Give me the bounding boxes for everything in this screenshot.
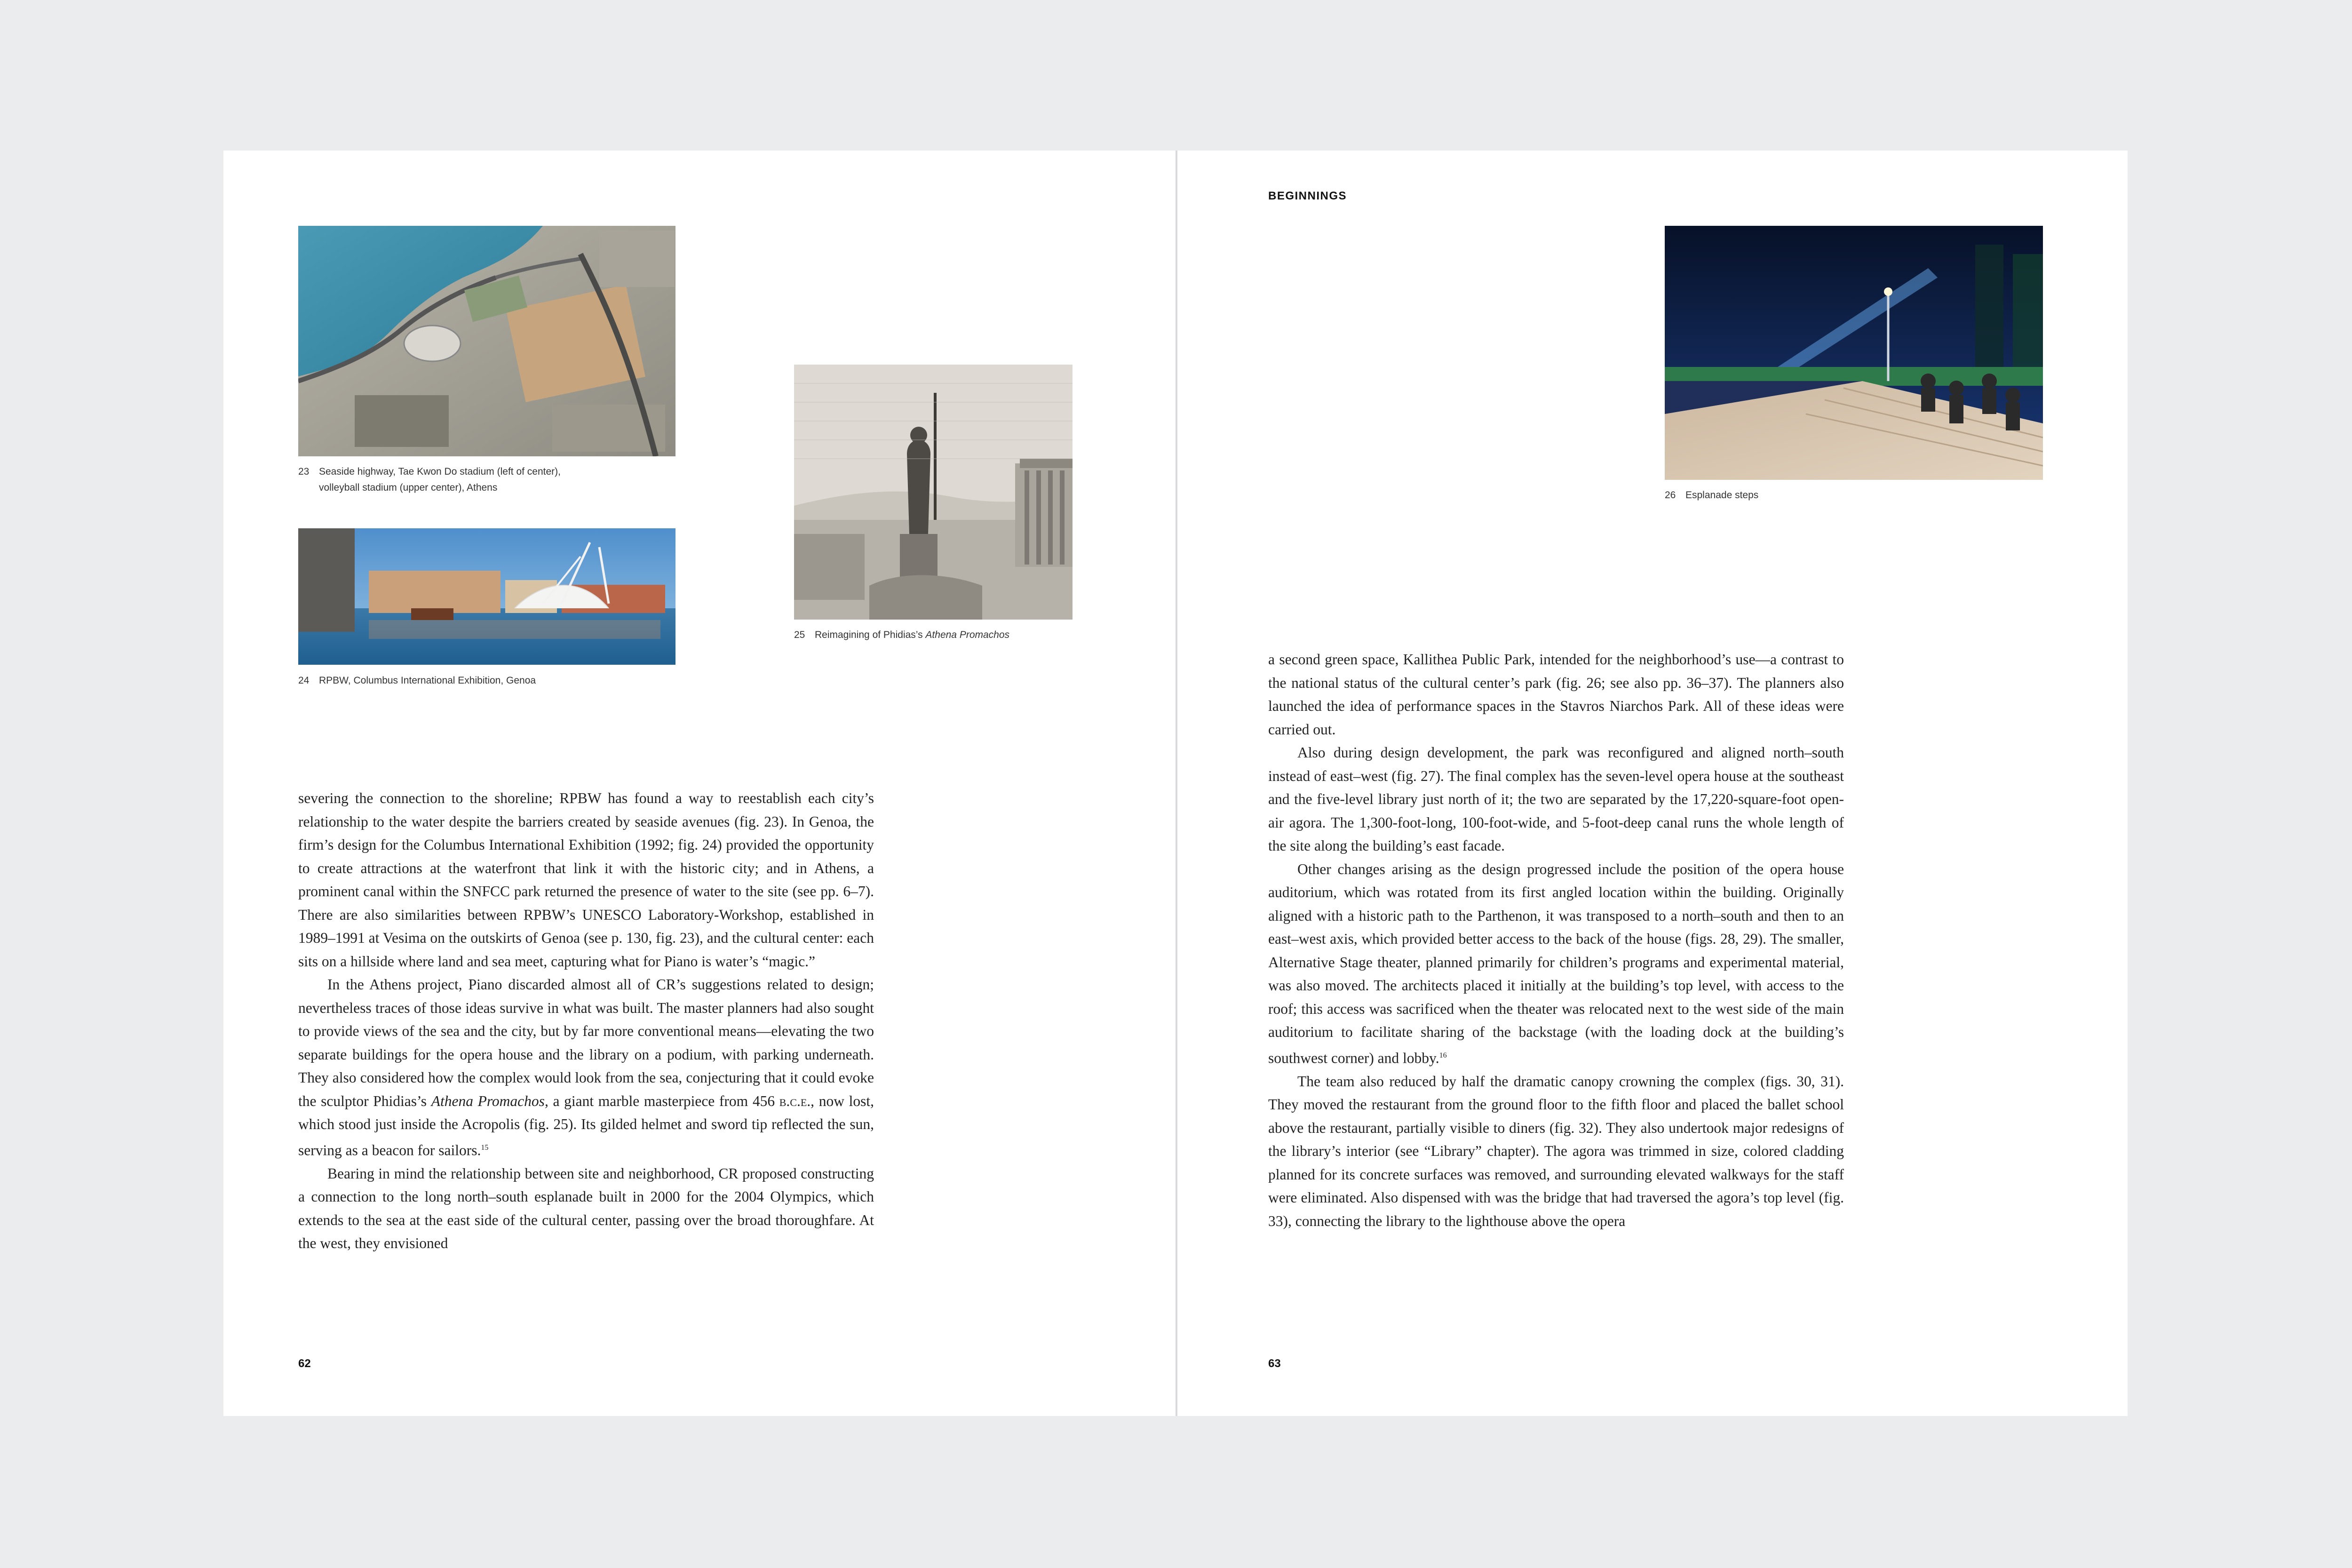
figure-25-caption <box>794 627 1123 644</box>
running-head: BEGINNINGS <box>1268 190 1347 202</box>
figure-25-engraving <box>794 365 1073 620</box>
figure-number: 26 <box>1665 490 1676 501</box>
caption-text: Reimagining of Phidias’s Athena Promachos <box>815 629 1010 640</box>
paragraph: Also during design development, the park was reconfigured and aligned north–south instead of east–west (fig. 27). The final complex has the seven-level opera house at the southeast and the five-level library just north of it; the two are separated by the 17,220-square-foot open-air agora. The 1,300-foot-long, 100-foot-wide, and 5-foot-deep canal runs the whole length of the site along the building’s east facade. <box>1268 744 1844 854</box>
paragraph: a second green space, Kallithea Public Park, intended for the neighborhood’s use—a contrast to the national status of the cultural center’s park (fig. 26; see also pp. 36–37). The planners also launched the idea of performance spaces in the Stavros Niarchos Park. All of these ideas were carried out. <box>1268 651 1844 738</box>
paragraph: severing the connection to the shoreline; RPBW has found a way to reestablish each city’s relationship to the water despite the barriers created by seaside avenues (fig. 23). In Genoa, the firm’s design for the Columbus International Exhibition (1992; fig. 24) provided the opportunity to create attractions at the waterfront that link it with the historic city; and in Athens, a prominent canal within the SNFCC park returned the presence of water to the site (see pp. 6–7). There are also similarities between RPBW’s UNESCO Laboratory-Workshop, established in 1989–1991 at Vesima on the outskirts of Genoa (see p. 130, fig. 23), and the cultural center: each sits on a hillside where land and sea meet, capturing what for Piano is water’s “magic.” <box>298 790 874 970</box>
page-number: 62 <box>298 1357 311 1370</box>
left-page <box>223 151 1176 1416</box>
page-number: 63 <box>1268 1357 1281 1370</box>
genoa-harbor-image <box>298 528 675 665</box>
figure-number: 24 <box>298 675 310 686</box>
right-body-text <box>1268 648 1844 1233</box>
left-body-text <box>298 787 874 1255</box>
figure-26-caption <box>1665 487 1994 504</box>
paragraph-changes: Other changes arising as the design progressed include the position of the opera house auditorium, which was rotated from its first angled location within the building. Originally aligned with a historic path to the Parthenon, it was transposed to a north–south and then to an east–west axis, which provided better access to the back of the house (figs. 28, 29). The smaller, Alternative Stage theater, planned primarily for children’s programs and experimental material, was also moved. The architects placed it initially at the building’s top level, with access to the roof; this access was sacrificed when the theater was relocated next to the west side of the main auditorium to facilitate sharing of the backstage (with the loading dock at the building’s southwest corner) and lobby.$^{16}$ <box>1268 860 1844 1066</box>
caption-text: Esplanade steps <box>1685 490 1759 501</box>
right-page <box>1177 151 2128 1416</box>
footnote-marker: 16 <box>1439 1051 1447 1059</box>
figure-24-genoa-photo <box>298 528 675 665</box>
aerial-athens-image <box>298 226 675 456</box>
esplanade-night-image <box>1665 226 2043 480</box>
paragraph-athens: In the Athens project, Piano discarded almost all of CR’s suggestions related to design; nevertheless traces of those ideas survive in what was built. The master planners had also sought to provide views of the sea and the city, but by far more conventional means—elevating the two separate buildings for the opera house and the library on a podium, with parking underneath. They also considered how the complex would look from the sea, conjecturing that it could evoke the sculptor Phidias’s Athena Promachos, a giant marble masterpiece from 456 b.c.e., now lost, which stood just inside the Acropolis (fig. 25). Its gilded helmet and sword tip reflected the sun, serving as a beacon for sailors.$^{15}$ <box>298 976 874 1158</box>
caption-text: RPBW, Columbus International Exhibition, Genoa <box>319 675 536 686</box>
figure-26-esplanade-photo <box>1665 226 2043 480</box>
figure-number: 25 <box>794 629 805 640</box>
book-spread <box>223 151 2128 1416</box>
paragraph: Bearing in mind the relationship between site and neighborhood, CR proposed constructing a connection to the long north–south esplanade built in 2000 for the 2004 Olympics, which extends to the sea at the east side of the cultural center, passing over the broad thoroughfare. At the west, they envisioned <box>298 1165 874 1251</box>
figure-23-caption <box>298 464 656 497</box>
figure-24-caption <box>298 673 656 690</box>
athena-engraving-image <box>794 365 1073 620</box>
italic-title: Athena Promachos <box>925 629 1010 640</box>
caption-text: Seaside highway, Tae Kwon Do stadium (left of center), volleyball stadium (upper center), Athens <box>319 466 561 493</box>
footnote-marker: 15 <box>481 1143 489 1152</box>
figure-23-aerial-photo <box>298 226 675 456</box>
figure-number: 23 <box>298 466 310 477</box>
paragraph: The team also reduced by half the dramatic canopy crowning the complex (figs. 30, 31). They moved the restaurant from the ground floor to the fifth floor and placed the ballet school above the restaurant, partially visible to diners (fig. 32). They also undertook major redesigns of the library’s interior (see “Library” chapter). The agora was trimmed in size, colored cladding planned for its concrete surfaces was removed, and surrounding elevated walkways for the staff were eliminated. Also dispensed with was the bridge that had traversed the agora’s top level (fig. 33), connecting the library to the lighthouse above the opera <box>1268 1073 1844 1229</box>
